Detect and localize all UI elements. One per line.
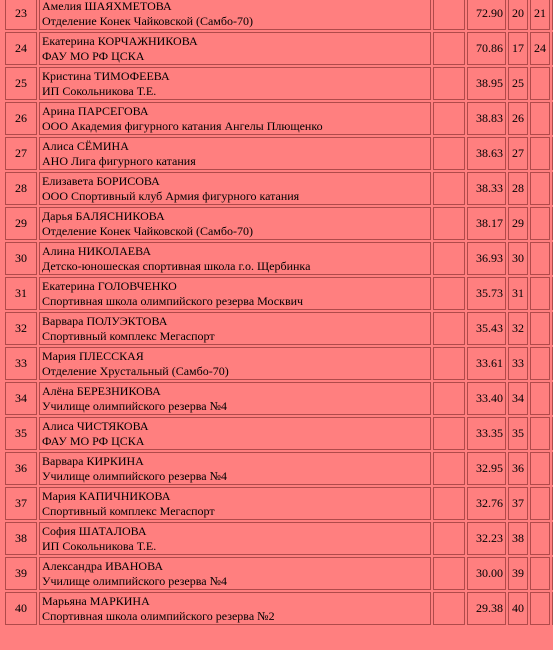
rank-cell: 20 (508, 0, 528, 30)
empty-cell (433, 417, 465, 450)
place-cell: 30 (5, 242, 37, 275)
empty-cell (433, 172, 465, 205)
rank-cell-secondary: 21 (530, 0, 550, 30)
empty-cell (433, 452, 465, 485)
table-row (5, 487, 553, 520)
rank-cell: 35 (508, 417, 528, 450)
athlete-name: Амелия ШАЯХМЕТОВА (42, 0, 172, 13)
athlete-cell (39, 102, 431, 135)
athlete-cell (39, 207, 431, 240)
place-cell: 38 (5, 522, 37, 555)
athlete-club: ФАУ МО РФ ЦСКА (42, 48, 145, 63)
table-row (5, 32, 553, 65)
rank-cell-secondary (530, 417, 550, 450)
empty-cell (433, 487, 465, 520)
place-cell: 24 (5, 32, 37, 65)
athlete-name: Алиса СЁМИНА (42, 138, 129, 153)
rank-cell: 26 (508, 102, 528, 135)
rank-cell-secondary: 24 (530, 32, 550, 65)
rank-cell-secondary (530, 382, 550, 415)
place-cell: 27 (5, 137, 37, 170)
score-cell: 33.35 (467, 417, 506, 450)
athlete-name: София ШАТАЛОВА (42, 523, 147, 538)
athlete-cell (39, 67, 431, 100)
athlete-name: Екатерина КОРЧАЖНИКОВА (42, 33, 198, 48)
empty-cell (433, 242, 465, 275)
score-cell: 72.90 (467, 0, 506, 30)
rank-cell: 38 (508, 522, 528, 555)
place-cell: 32 (5, 312, 37, 345)
place-cell: 39 (5, 557, 37, 590)
athlete-cell (39, 382, 431, 415)
rank-cell-secondary (530, 207, 550, 240)
athlete-name: Елизавета БОРИСОВА (42, 173, 160, 188)
score-cell: 70.86 (467, 32, 506, 65)
results-table (3, 0, 553, 627)
table-row (5, 557, 553, 590)
athlete-cell (39, 452, 431, 485)
athlete-cell (39, 137, 431, 170)
athlete-name: Мария ПЛЕССКАЯ (42, 348, 144, 363)
athlete-club: Отделение Хрустальный (Самбо-70) (42, 363, 229, 378)
score-cell: 30.00 (467, 557, 506, 590)
athlete-cell (39, 0, 431, 30)
rank-cell: 34 (508, 382, 528, 415)
score-cell: 35.43 (467, 312, 506, 345)
athlete-cell (39, 417, 431, 450)
place-cell: 40 (5, 592, 37, 625)
athlete-club: Училище олимпийского резерва №4 (42, 468, 228, 483)
empty-cell (433, 347, 465, 380)
place-cell: 33 (5, 347, 37, 380)
results-table-body (5, 0, 553, 625)
score-cell: 38.95 (467, 67, 506, 100)
score-cell: 35.73 (467, 277, 506, 310)
empty-cell (433, 312, 465, 345)
athlete-name: Варвара КИРКИНА (42, 453, 144, 468)
athlete-club: АНО Лига фигурного катания (42, 153, 196, 168)
place-cell: 29 (5, 207, 37, 240)
empty-cell (433, 557, 465, 590)
athlete-name: Кристина ТИМОФЕЕВА (42, 68, 170, 83)
rank-cell: 27 (508, 137, 528, 170)
athlete-name: Алёна БЕРЕЗНИКОВА (42, 383, 161, 398)
table-row (5, 172, 553, 205)
rank-cell-secondary (530, 487, 550, 520)
score-cell: 29.38 (467, 592, 506, 625)
table-row (5, 522, 553, 555)
empty-cell (433, 0, 465, 30)
athlete-name: Мария КАПИЧНИКОВА (42, 488, 171, 503)
athlete-club: ООО Академия фигурного катания Ангелы Плющенко (42, 118, 323, 133)
rank-cell-secondary (530, 522, 550, 555)
rank-cell-secondary (530, 172, 550, 205)
score-cell: 38.63 (467, 137, 506, 170)
athlete-name: Арина ПАРСЕГОВА (42, 103, 149, 118)
place-cell: 35 (5, 417, 37, 450)
score-cell: 36.93 (467, 242, 506, 275)
rank-cell-secondary (530, 102, 550, 135)
athlete-club: Отделение Конек Чайковской (Самбо-70) (42, 13, 254, 28)
score-cell: 32.23 (467, 522, 506, 555)
athlete-cell (39, 347, 431, 380)
empty-cell (433, 207, 465, 240)
athlete-cell (39, 557, 431, 590)
rank-cell-secondary (530, 347, 550, 380)
rank-cell: 28 (508, 172, 528, 205)
athlete-club: Училище олимпийского резерва №4 (42, 398, 228, 413)
rank-cell-secondary (530, 242, 550, 275)
rank-cell: 25 (508, 67, 528, 100)
table-row (5, 312, 553, 345)
athlete-club: Училище олимпийского резерва №4 (42, 573, 228, 588)
rank-cell-secondary (530, 557, 550, 590)
empty-cell (433, 67, 465, 100)
place-cell: 37 (5, 487, 37, 520)
place-cell: 28 (5, 172, 37, 205)
score-cell: 38.17 (467, 207, 506, 240)
empty-cell (433, 277, 465, 310)
rank-cell: 39 (508, 557, 528, 590)
rank-cell: 29 (508, 207, 528, 240)
rank-cell: 36 (508, 452, 528, 485)
rank-cell-secondary (530, 137, 550, 170)
athlete-cell (39, 312, 431, 345)
athlete-name: Алиса ЧИСТЯКОВА (42, 418, 149, 433)
score-cell: 38.83 (467, 102, 506, 135)
score-cell: 38.33 (467, 172, 506, 205)
rank-cell-secondary (530, 67, 550, 100)
score-cell: 33.40 (467, 382, 506, 415)
rank-cell: 31 (508, 277, 528, 310)
athlete-cell (39, 172, 431, 205)
athlete-club: Спортивная школа олимпийского резерва Москвич (42, 293, 304, 308)
athlete-club: Детско-юношеская спортивная школа г.о. Щербинка (42, 258, 311, 273)
athlete-cell (39, 487, 431, 520)
empty-cell (433, 137, 465, 170)
score-cell: 32.76 (467, 487, 506, 520)
table-row (5, 592, 553, 625)
table-row (5, 417, 553, 450)
empty-cell (433, 592, 465, 625)
rank-cell: 33 (508, 347, 528, 380)
athlete-cell (39, 242, 431, 275)
empty-cell (433, 382, 465, 415)
athlete-club: ИП Сокольникова Т.Е. (42, 83, 157, 98)
rank-cell: 17 (508, 32, 528, 65)
rank-cell-secondary (530, 592, 550, 625)
place-cell: 26 (5, 102, 37, 135)
rank-cell-secondary (530, 277, 550, 310)
athlete-name: Алина НИКОЛАЕВА (42, 243, 151, 258)
rank-cell: 37 (508, 487, 528, 520)
athlete-cell (39, 522, 431, 555)
athlete-club: Спортивный комплекс Мегаспорт (42, 503, 215, 518)
athlete-club: ООО Спортивный клуб Армия фигурного катания (42, 188, 300, 203)
athlete-club: Отделение Конек Чайковской (Самбо-70) (42, 223, 254, 238)
athlete-name: Марьяна МАРКИНА (42, 593, 150, 608)
athlete-club: ФАУ МО РФ ЦСКА (42, 433, 145, 448)
rank-cell-secondary (530, 312, 550, 345)
table-row (5, 242, 553, 275)
table-row (5, 67, 553, 100)
empty-cell (433, 102, 465, 135)
rank-cell: 40 (508, 592, 528, 625)
table-row (5, 382, 553, 415)
score-cell: 33.61 (467, 347, 506, 380)
athlete-name: Дарья БАЛЯСНИКОВА (42, 208, 165, 223)
table-row (5, 452, 553, 485)
table-row (5, 277, 553, 310)
athlete-cell (39, 32, 431, 65)
athlete-club: ИП Сокольникова Т.Е. (42, 538, 157, 553)
table-row (5, 207, 553, 240)
table-row (5, 0, 553, 30)
table-row (5, 102, 553, 135)
athlete-name: Екатерина ГОЛОВЧЕНКО (42, 278, 177, 293)
rank-cell-secondary (530, 452, 550, 485)
place-cell: 25 (5, 67, 37, 100)
athlete-club: Спортивная школа олимпийского резерва №2 (42, 608, 275, 623)
place-cell: 34 (5, 382, 37, 415)
athlete-cell (39, 277, 431, 310)
rank-cell: 30 (508, 242, 528, 275)
athlete-club: Спортивный комплекс Мегаспорт (42, 328, 215, 343)
athlete-name: Варвара ПОЛУЭКТОВА (42, 313, 168, 328)
place-cell: 23 (5, 0, 37, 30)
place-cell: 31 (5, 277, 37, 310)
empty-cell (433, 32, 465, 65)
athlete-name: Александра ИВАНОВА (42, 558, 163, 573)
score-cell: 32.95 (467, 452, 506, 485)
place-cell: 36 (5, 452, 37, 485)
table-row (5, 137, 553, 170)
rank-cell: 32 (508, 312, 528, 345)
table-row (5, 347, 553, 380)
athlete-cell (39, 592, 431, 625)
empty-cell (433, 522, 465, 555)
